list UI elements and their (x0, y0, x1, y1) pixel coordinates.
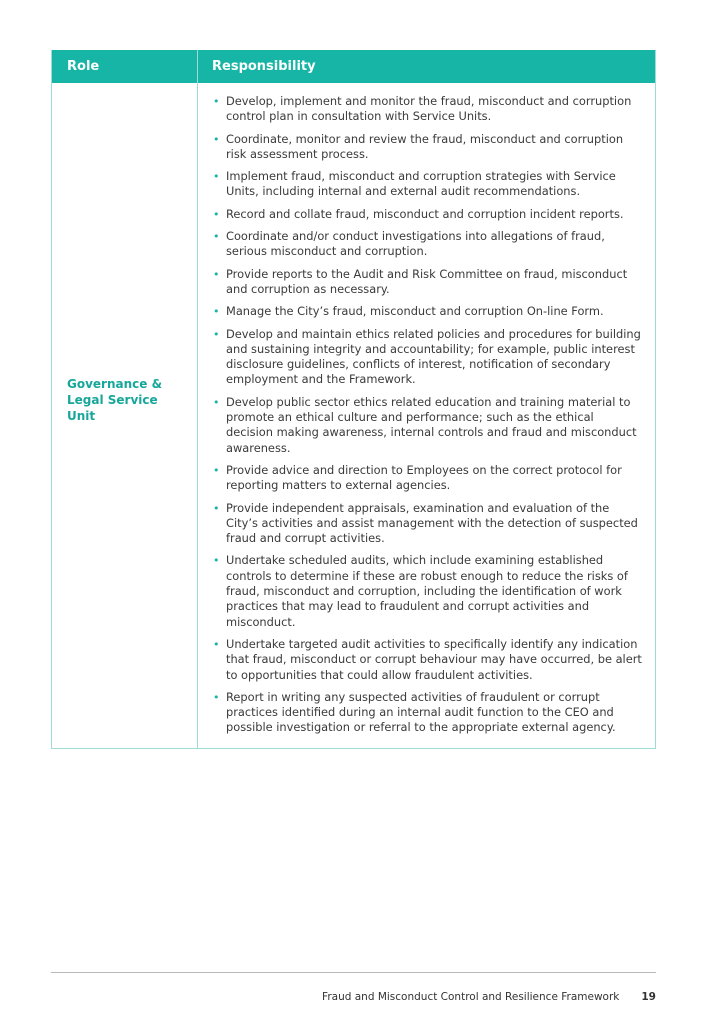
list-item (212, 327, 643, 388)
responsibility-text: Coordinate and/or conduct investigations into allegations of fraud, serious misconduct and corruption. (226, 229, 605, 259)
list-item (212, 690, 643, 736)
list-item (212, 94, 643, 125)
list-item (212, 553, 643, 629)
role-label: Governance & Legal Service Unit (67, 377, 163, 424)
list-item (212, 463, 643, 494)
list-item (212, 637, 643, 683)
bullet-icon: • (213, 230, 220, 244)
bullet-icon: • (213, 395, 220, 409)
header-role: Role (52, 50, 198, 83)
bullet-icon: • (213, 501, 220, 515)
list-item (212, 229, 643, 260)
responsibility-text: Develop and maintain ethics related policies and procedures for building and sustaining integrity and accountability; for example, public interest disclosure guidelines, conflicts of interest, notification of secondary employment and the Framework. (226, 326, 641, 387)
responsibility-text: Develop public sector ethics related education and training material to promote an ethical culture and performance; such as the ethical decision making awareness, internal controls and fraud and misconduct awareness. (226, 394, 637, 455)
responsibility-cell (198, 83, 655, 748)
list-item (212, 132, 643, 163)
table-row (52, 83, 655, 748)
list-item (212, 169, 643, 200)
responsibility-text: Manage the City’s fraud, misconduct and corruption On-line Form. (226, 304, 604, 319)
responsibility-list (212, 94, 643, 736)
responsibility-text: Provide independent appraisals, examination and evaluation of the City’s activities and assist management with the detection of suspected fraud and corrupt activities. (226, 500, 638, 546)
bullet-icon: • (213, 305, 220, 319)
responsibility-text: Coordinate, monitor and review the fraud, misconduct and corruption risk assessment process. (226, 131, 624, 161)
list-item (212, 395, 643, 456)
bullet-icon: • (213, 554, 220, 568)
bullet-icon: • (213, 170, 220, 184)
list-item (212, 267, 643, 298)
page-footer (322, 991, 656, 1003)
responsibility-text: Implement fraud, misconduct and corruption strategies with Service Units, including internal and external audit recommendations. (226, 169, 616, 199)
responsibility-text: Provide advice and direction to Employees on the correct protocol for reporting matters to external agencies. (226, 462, 622, 493)
responsibility-text: Undertake targeted audit activities to specifically identify any indication that fraud, misconduct or corrupt behaviour may have occurred, be alert to opportunities that could allow fraudulent activities. (226, 636, 642, 682)
role-cell (52, 83, 198, 748)
list-item (212, 207, 643, 222)
list-item (212, 304, 643, 319)
page-number: 19 (641, 991, 656, 1003)
bullet-icon: • (213, 327, 220, 341)
bullet-icon: • (213, 132, 220, 146)
responsibility-text: Develop, implement and monitor the fraud, misconduct and corruption control plan in consultation with Service Units. (226, 94, 632, 124)
list-item (212, 501, 643, 547)
bullet-icon: • (213, 207, 220, 221)
bullet-icon: • (213, 690, 220, 704)
footer-title: Fraud and Misconduct Control and Resilience Framework (322, 991, 620, 1003)
header-responsibility: Responsibility (212, 59, 316, 74)
responsibility-text: Undertake scheduled audits, which include examining established controls to determine if these are robust enough to reduce the risks of fraud, misconduct and corruption, including the identification of work practices that may lead to fraudulent and corrupt activities and misconduct. (226, 553, 628, 629)
footer-divider (51, 972, 656, 973)
responsibility-table (51, 50, 656, 749)
bullet-icon: • (213, 267, 220, 281)
bullet-icon: • (213, 463, 220, 477)
responsibility-text: Provide reports to the Audit and Risk Committee on fraud, misconduct and corruption as necessary. (226, 266, 628, 296)
responsibility-text: Report in writing any suspected activities of fraudulent or corrupt practices identified during an internal audit function to the CEO and possible investigation or referral to the appropriate external agency. (226, 689, 616, 735)
table-header (52, 50, 655, 83)
bullet-icon: • (213, 637, 220, 651)
bullet-icon: • (213, 95, 220, 108)
responsibility-text: Record and collate fraud, misconduct and corruption incident reports. (226, 206, 624, 221)
